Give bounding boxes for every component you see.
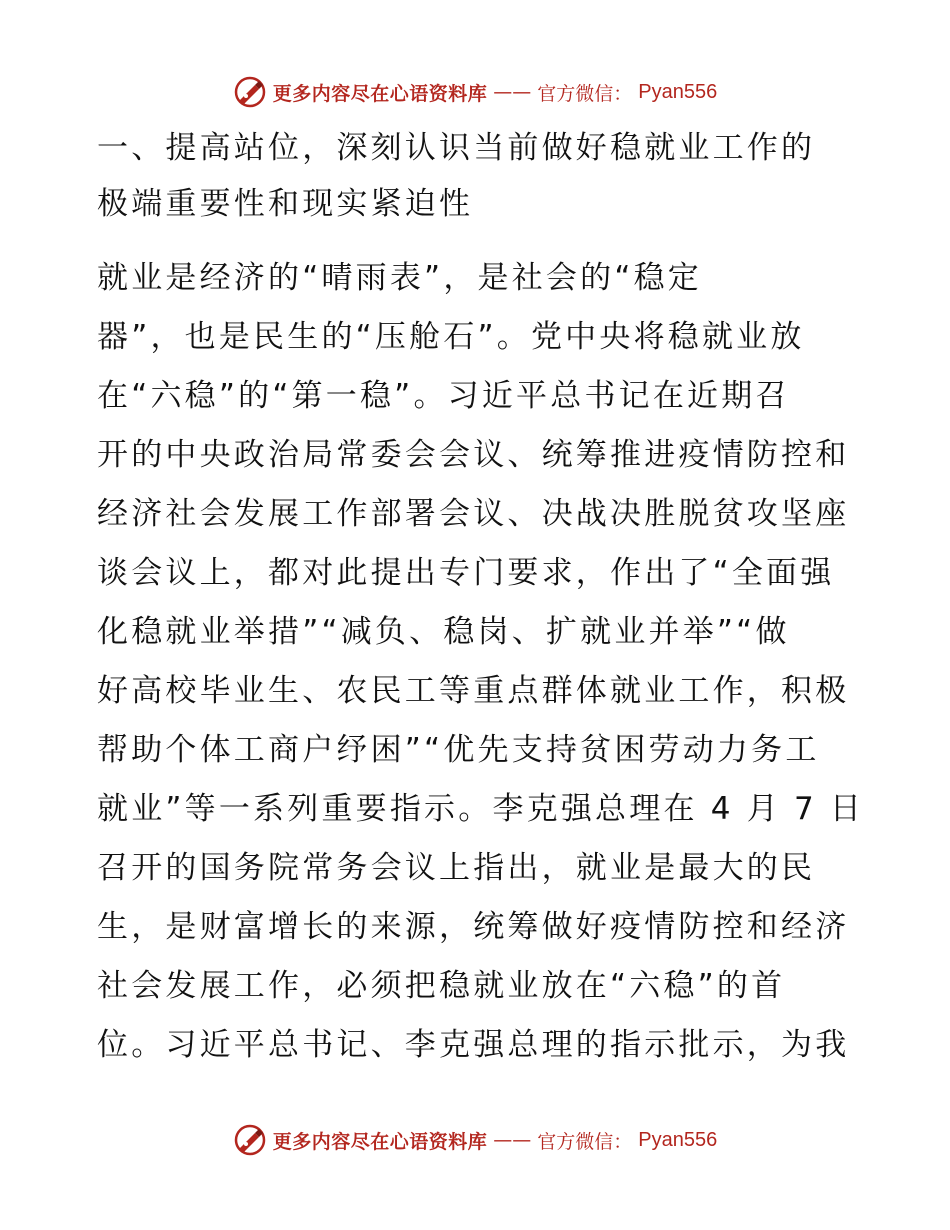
body-line-4: 开的中央政治局常委会会议、统筹推进疫情防控和 <box>97 437 850 473</box>
body-line-1: 就业是经济的“晴雨表”，是社会的“稳定 <box>97 260 702 296</box>
body-line-5: 经济社会发展工作部署会议、决战决胜脱贫攻坚座 <box>97 496 850 532</box>
header-watermark <box>0 72 950 112</box>
body-line-14: 位。习近平总书记、李克强总理的指示批示，为我 <box>97 1027 850 1063</box>
watermark-wechat-label: 官方微信： <box>537 1130 633 1153</box>
body-line-8: 好高校毕业生、农民工等重点群体就业工作，积极 <box>97 673 850 709</box>
pen-logo-icon <box>233 75 267 109</box>
body-line-12: 生，是财富增长的来源，统筹做好疫情防控和经济 <box>97 909 850 945</box>
body-line-2: 器”，也是民生的“压舱石”。党中央将稳就业放 <box>97 319 805 355</box>
body-line-11: 召开的国务院常务会议上指出，就业是最大的民 <box>97 850 816 886</box>
heading-line-2: 极端重要性和现实紧迫性 <box>97 186 474 222</box>
body-line-3: 在“六稳”的“第一稳”。习近平总书记在近期召 <box>97 378 790 414</box>
body-line-13: 社会发展工作，必须把稳就业放在“六稳”的首 <box>97 968 786 1004</box>
watermark-site-text: 更多内容尽在心语资料库 <box>272 82 488 105</box>
watermark-separator: —— <box>493 81 532 103</box>
watermark-separator: —— <box>493 1129 532 1151</box>
pen-logo-icon <box>233 1123 267 1157</box>
body-line-6: 谈会议上，都对此提出专门要求，作出了“全面强 <box>97 555 835 591</box>
footer-watermark <box>0 1120 950 1160</box>
body-line-9: 帮助个体工商户纾困”“优先支持贫困劳动力务工 <box>97 732 820 768</box>
body-line-10: 就业”等一系列重要指示。李克强总理在 4 月 7 日 <box>97 791 865 827</box>
body-line-7: 化稳就业举措”“减负、稳岗、扩就业并举”“做 <box>97 614 790 650</box>
watermark-wechat-handle: Pyan556 <box>638 80 718 103</box>
watermark-site-text: 更多内容尽在心语资料库 <box>272 1130 488 1153</box>
watermark-wechat-handle: Pyan556 <box>638 1128 718 1151</box>
heading-line-1: 一、提高站位，深刻认识当前做好稳就业工作的 <box>97 130 816 166</box>
watermark-wechat-label: 官方微信： <box>537 82 633 105</box>
